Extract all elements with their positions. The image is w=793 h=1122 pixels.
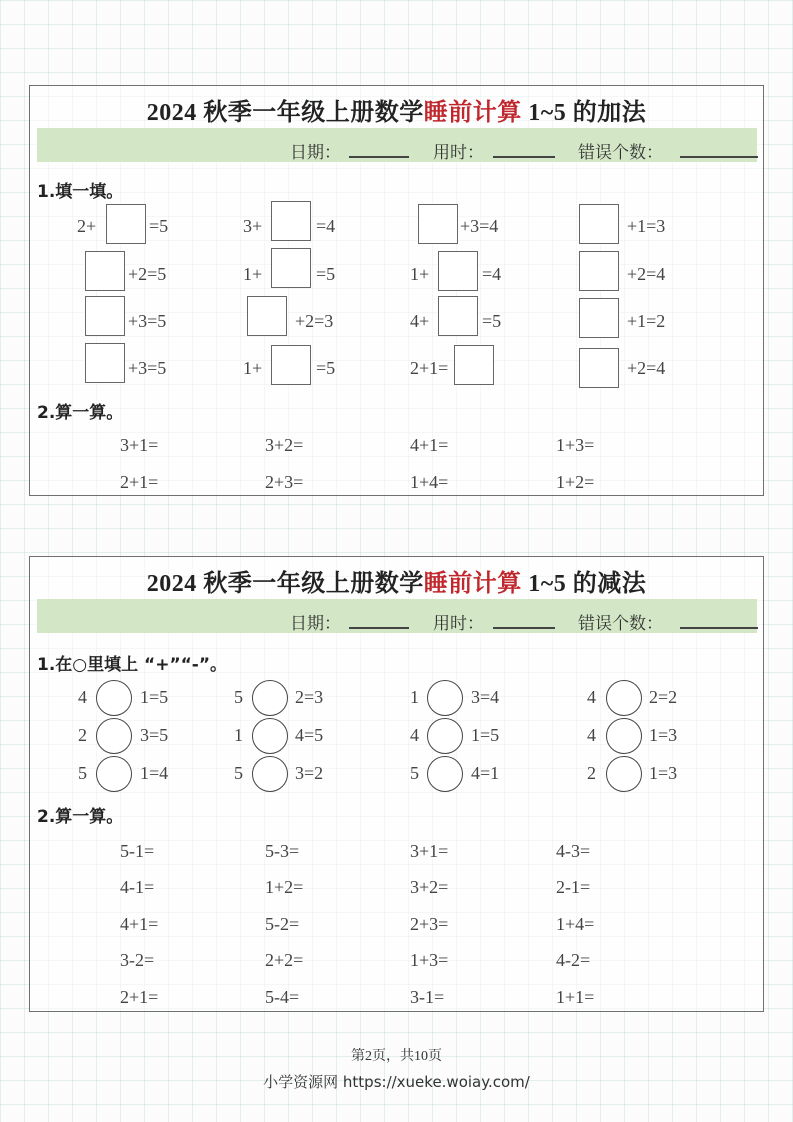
calc-problem: 5-2=: [265, 914, 300, 934]
fill-suffix: +1=2: [627, 311, 666, 331]
operator-circle[interactable]: [606, 680, 642, 716]
calc-problem: 1+2=: [556, 472, 595, 492]
calc-problem: 4-3=: [556, 841, 591, 861]
page-footer: 第2页，共10页: [351, 1049, 442, 1064]
answer-box[interactable]: [85, 296, 125, 336]
calc-problem: 2+2=: [265, 950, 304, 970]
fill-suffix: =5: [149, 216, 169, 236]
fill-prefix: 1+: [243, 358, 263, 378]
answer-box[interactable]: [418, 204, 458, 244]
answer-box[interactable]: [106, 204, 146, 244]
operator-circle[interactable]: [427, 680, 463, 716]
section-calc-heading: 2.算一算。: [37, 807, 124, 827]
operator-circle[interactable]: [252, 756, 288, 792]
answer-box[interactable]: [271, 345, 311, 385]
operand-right: 3=4: [471, 687, 500, 707]
fill-suffix: +2=3: [295, 311, 334, 331]
errors-label: 错误个数：: [578, 143, 663, 163]
answer-box[interactable]: [85, 343, 125, 383]
answer-box[interactable]: [85, 251, 125, 291]
operand-right: 3=2: [295, 763, 324, 783]
fill-prefix: 2+1=: [410, 358, 449, 378]
date-label: 日期：: [290, 614, 341, 634]
fill-prefix: 1+: [243, 264, 263, 284]
calc-problem: 3-2=: [120, 950, 155, 970]
operator-circle[interactable]: [606, 718, 642, 754]
operator-circle[interactable]: [427, 718, 463, 754]
section-calc-heading: 2.算一算。: [37, 403, 124, 423]
calc-problem: 1+1=: [556, 987, 595, 1007]
calc-problem: 3-1=: [410, 987, 445, 1007]
operand-right: 2=3: [295, 687, 324, 707]
operand-right: 3=5: [140, 725, 169, 745]
answer-box[interactable]: [247, 296, 287, 336]
section-operator-heading: 1.在○里填上 “+”“-”。: [37, 655, 228, 675]
worksheet-title: 2024 秋季一年级上册数学睡前计算 1~5 的加法: [146, 100, 647, 126]
operator-circle[interactable]: [96, 718, 132, 754]
operator-circle[interactable]: [252, 718, 288, 754]
subtraction-worksheet: [29, 556, 764, 1012]
info-band: [37, 599, 757, 633]
operator-circle[interactable]: [96, 680, 132, 716]
operator-circle[interactable]: [96, 756, 132, 792]
operand-left: 1: [234, 725, 243, 745]
operand-left: 4: [410, 725, 419, 745]
answer-box[interactable]: [438, 296, 478, 336]
section-fill-heading: 1.填一填。: [37, 182, 124, 202]
operand-right: 1=5: [471, 725, 500, 745]
answer-box[interactable]: [438, 251, 478, 291]
operand-left: 2: [587, 763, 596, 783]
errors-blank[interactable]: [680, 156, 758, 158]
answer-box[interactable]: [579, 348, 619, 388]
time-label: 用时：: [433, 143, 484, 163]
fill-suffix: +1=3: [627, 216, 666, 236]
operand-left: 2: [78, 725, 87, 745]
operand-left: 4: [587, 687, 596, 707]
fill-prefix: 3+: [243, 216, 263, 236]
calc-problem: 4+1=: [410, 435, 449, 455]
operand-left: 5: [234, 763, 243, 783]
fill-suffix: =4: [482, 264, 502, 284]
time-blank[interactable]: [493, 627, 555, 629]
calc-problem: 1+4=: [410, 472, 449, 492]
operand-left: 5: [410, 763, 419, 783]
operand-right: 4=5: [295, 725, 324, 745]
calc-problem: 1+2=: [265, 877, 304, 897]
date-blank[interactable]: [349, 627, 409, 629]
calc-problem: 3+1=: [410, 841, 449, 861]
operator-circle[interactable]: [606, 756, 642, 792]
fill-suffix: =5: [482, 311, 502, 331]
fill-prefix: 2+: [77, 216, 97, 236]
fill-prefix: 4+: [410, 311, 430, 331]
calc-problem: 2-1=: [556, 877, 591, 897]
operand-right: 1=4: [140, 763, 169, 783]
calc-problem: 3+2=: [410, 877, 449, 897]
fill-suffix: +3=5: [128, 311, 167, 331]
calc-problem: 2+1=: [120, 987, 159, 1007]
calc-problem: 1+3=: [410, 950, 449, 970]
calc-problem: 1+4=: [556, 914, 595, 934]
operator-circle[interactable]: [252, 680, 288, 716]
time-blank[interactable]: [493, 156, 555, 158]
calc-problem: 2+3=: [265, 472, 304, 492]
worksheet-title: 2024 秋季一年级上册数学睡前计算 1~5 的减法: [146, 571, 647, 597]
info-band: [37, 128, 757, 162]
time-label: 用时：: [433, 614, 484, 634]
operand-left: 4: [587, 725, 596, 745]
date-label: 日期：: [290, 143, 341, 163]
answer-box[interactable]: [579, 298, 619, 338]
fill-suffix: +3=4: [460, 216, 499, 236]
operand-left: 5: [78, 763, 87, 783]
calc-problem: 1+3=: [556, 435, 595, 455]
calc-problem: 3+2=: [265, 435, 304, 455]
calc-problem: 2+3=: [410, 914, 449, 934]
calc-problem: 3+1=: [120, 435, 159, 455]
operand-left: 5: [234, 687, 243, 707]
watermark: 小学资源网 https://xueke.woiay.com/: [263, 1073, 530, 1091]
fill-suffix: +3=5: [128, 358, 167, 378]
operand-right: 1=5: [140, 687, 169, 707]
calc-problem: 5-3=: [265, 841, 300, 861]
operand-right: 4=1: [471, 763, 500, 783]
calc-problem: 5-4=: [265, 987, 300, 1007]
fill-suffix: +2=4: [627, 358, 666, 378]
errors-label: 错误个数：: [578, 614, 663, 634]
answer-box[interactable]: [579, 251, 619, 291]
operand-right: 1=3: [649, 725, 678, 745]
calc-problem: 4-2=: [556, 950, 591, 970]
answer-box[interactable]: [271, 248, 311, 288]
answer-box[interactable]: [454, 345, 494, 385]
fill-suffix: =4: [316, 216, 336, 236]
calc-problem: 5-1=: [120, 841, 155, 861]
operator-circle[interactable]: [427, 756, 463, 792]
fill-suffix: =5: [316, 358, 336, 378]
fill-suffix: +2=4: [627, 264, 666, 284]
answer-box[interactable]: [579, 204, 619, 244]
operand-right: 1=3: [649, 763, 678, 783]
fill-prefix: 1+: [410, 264, 430, 284]
date-blank[interactable]: [349, 156, 409, 158]
calc-problem: 4-1=: [120, 877, 155, 897]
calc-problem: 4+1=: [120, 914, 159, 934]
fill-suffix: =5: [316, 264, 336, 284]
operand-left: 4: [78, 687, 87, 707]
calc-problem: 2+1=: [120, 472, 159, 492]
operand-right: 2=2: [649, 687, 678, 707]
operand-left: 1: [410, 687, 419, 707]
addition-worksheet: [29, 85, 764, 496]
answer-box[interactable]: [271, 201, 311, 241]
fill-suffix: +2=5: [128, 264, 167, 284]
errors-blank[interactable]: [680, 627, 758, 629]
